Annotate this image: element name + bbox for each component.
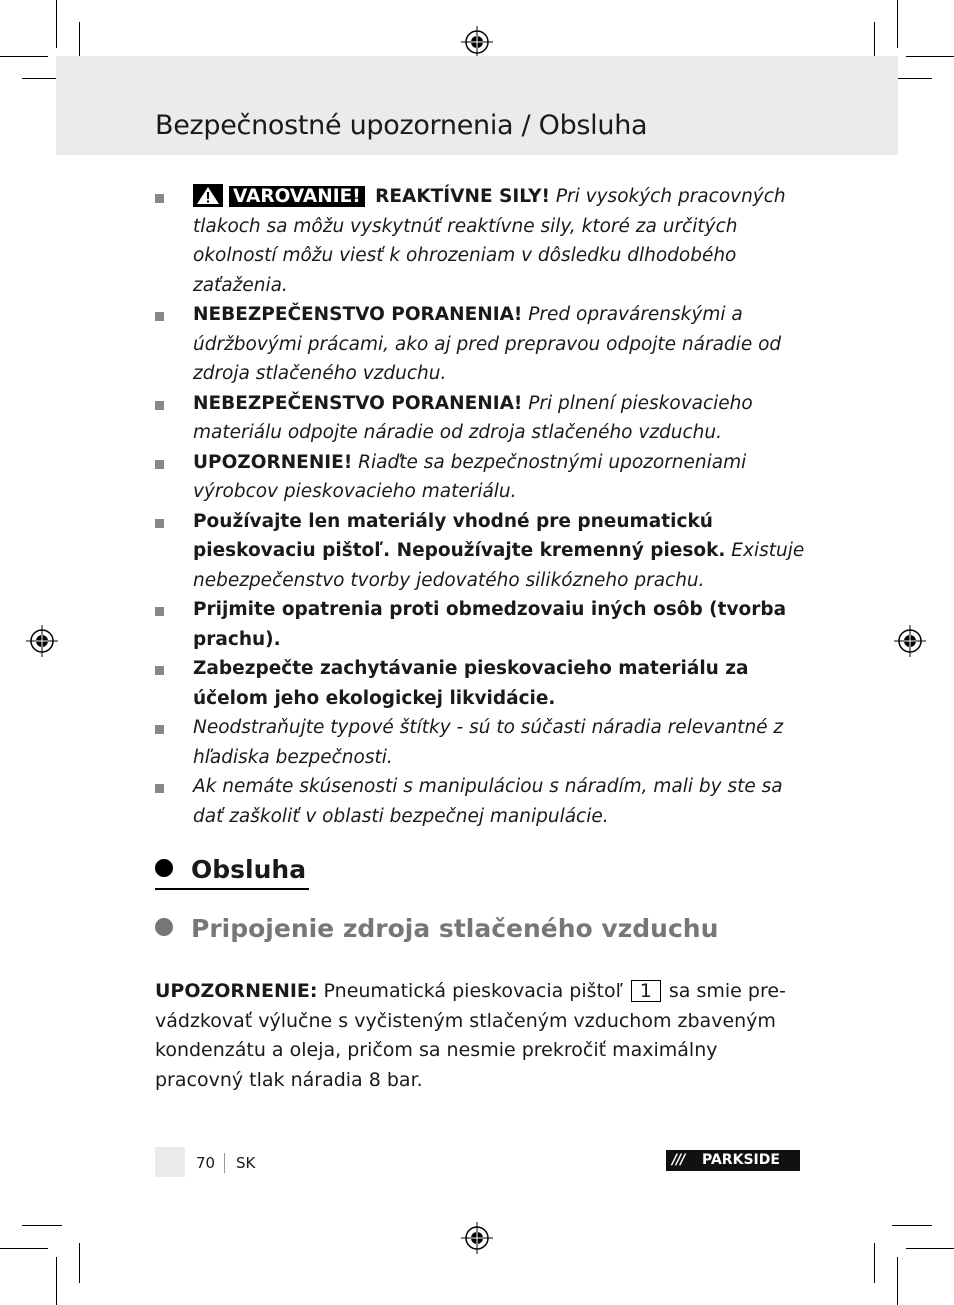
logo-stripes: /// [672, 1152, 685, 1168]
reference-number: 1 [631, 980, 661, 1002]
item-bold-text: UPOZORNENIE! [193, 451, 353, 473]
registration-mark-icon [894, 625, 926, 657]
item-italic-text: Pred opravárenskými a údržbovými prácami, ako aj pred prepravou odpojte náradie od zdroja stlačeného vzduchu. [193, 304, 782, 384]
parkside-logo [666, 1150, 800, 1171]
crop-mark [56, 0, 57, 48]
crop-mark [56, 1257, 57, 1305]
crop-mark [0, 56, 48, 57]
list-item [155, 300, 805, 389]
crop-mark [906, 56, 954, 57]
section-bullet-icon [155, 859, 173, 877]
paragraph-text: Pneumatická pieskovacia pištoľ [317, 980, 629, 1002]
crop-mark [22, 1225, 62, 1226]
crop-mark [906, 1248, 954, 1249]
crop-mark [892, 78, 932, 79]
crop-mark [897, 1257, 898, 1305]
registration-mark-icon [26, 625, 58, 657]
crop-mark [0, 1248, 48, 1249]
crop-mark [79, 1243, 80, 1283]
bullet-square-icon [155, 607, 164, 616]
section-heading [155, 855, 306, 884]
item-bold-text: Prijmite opatrenia proti obmedzovaiu iných osôb (tvorba prachu). [193, 599, 787, 650]
bullet-square-icon [155, 519, 164, 528]
bullet-square-icon [155, 312, 164, 321]
list-item [155, 595, 805, 654]
item-bold-text: Používajte len materiály vhodné pre pneumatickú pieskovaciu pištoľ. Nepoužívajte kremenný piesok. [193, 510, 726, 561]
bullet-square-icon [155, 725, 164, 734]
crop-mark [892, 1225, 932, 1226]
list-item [155, 713, 805, 772]
section-underline [155, 888, 309, 890]
page-title: Bezpečnostné upozornenia / Obsluha [155, 110, 648, 141]
list-item [155, 654, 805, 713]
list-item [155, 507, 805, 596]
bullet-square-icon [155, 666, 164, 675]
subsection-heading [155, 914, 718, 943]
item-italic-text: Existuje nebezpečenstvo tvorby jedovatého silikózneho prachu. [193, 540, 805, 591]
list-item [155, 389, 805, 448]
warning-triangle-icon [193, 184, 223, 207]
logo-text: PARKSIDE [702, 1152, 780, 1168]
bullet-square-icon [155, 194, 164, 203]
language-code: SK [236, 1154, 256, 1172]
bullet-square-icon [155, 784, 164, 793]
body-paragraph [155, 977, 800, 1095]
safety-list [155, 182, 805, 831]
footer-box [155, 1147, 185, 1177]
item-italic-text: Riaďte sa bezpečnostnými upozorneniami výrobcov pieskovacieho materiálu. [193, 451, 747, 502]
warning-badge: VAROVANIE! [229, 186, 365, 207]
paragraph-text: sa smie prevádzkovať výlučne s vyčisteným stlačeným vzduchom zbaveným kondenzátu a oleja, pričom sa nesmie prekročiť maximálny pracovný tlak náradia 8 bar. [155, 980, 786, 1091]
list-item [155, 772, 805, 831]
registration-mark-icon [461, 1222, 493, 1254]
bullet-square-icon [155, 401, 164, 410]
crop-mark [874, 1243, 875, 1283]
item-italic-text: Ak nemáte skúsenosti s manipuláciou s náradím, mali by ste sa dať zaškoliť v oblasti bezpečnej manipulácie. [193, 776, 783, 827]
subsection-bullet-icon [155, 918, 173, 936]
paragraph-label: UPOZORNENIE: [155, 980, 318, 1002]
list-item [155, 448, 805, 507]
subsection-title: Pripojenie zdroja stlačeného vzduchu [191, 914, 719, 943]
registration-mark-icon [461, 26, 493, 58]
page-number: 70 [196, 1154, 216, 1172]
item-bold-text: NEBEZPEČENSTVO PORANENIA! [193, 304, 523, 325]
section-title: Obsluha [191, 855, 307, 884]
item-italic-text: Neodstraňujte typové štítky - sú to súčasti náradia relevantné z hľadiska bezpečnosti. [193, 717, 784, 768]
footer-divider [224, 1153, 225, 1173]
item-italic-text: Pri vysokých pracovných tlakoch sa môžu vyskytnúť reaktívne sily, ktoré za určitých okolností môžu viesť k ohrozeniam v dôsledku dlhodobého zaťaženia. [193, 186, 786, 296]
bullet-square-icon [155, 460, 164, 469]
crop-mark [897, 0, 898, 48]
item-bold-text: Zabezpečte zachytávanie pieskovacieho materiálu za účelom jeho ekologickej likvidácie. [193, 658, 749, 709]
item-italic-text: Pri plnení pieskovacieho materiálu odpojte náradie od zdroja stlačeného vzduchu. [193, 392, 753, 443]
item-bold-text: NEBEZPEČENSTVO PORANENIA! [193, 392, 523, 414]
item-bold-text: REAKTÍVNE SILY! [368, 186, 550, 207]
list-item [155, 182, 805, 300]
